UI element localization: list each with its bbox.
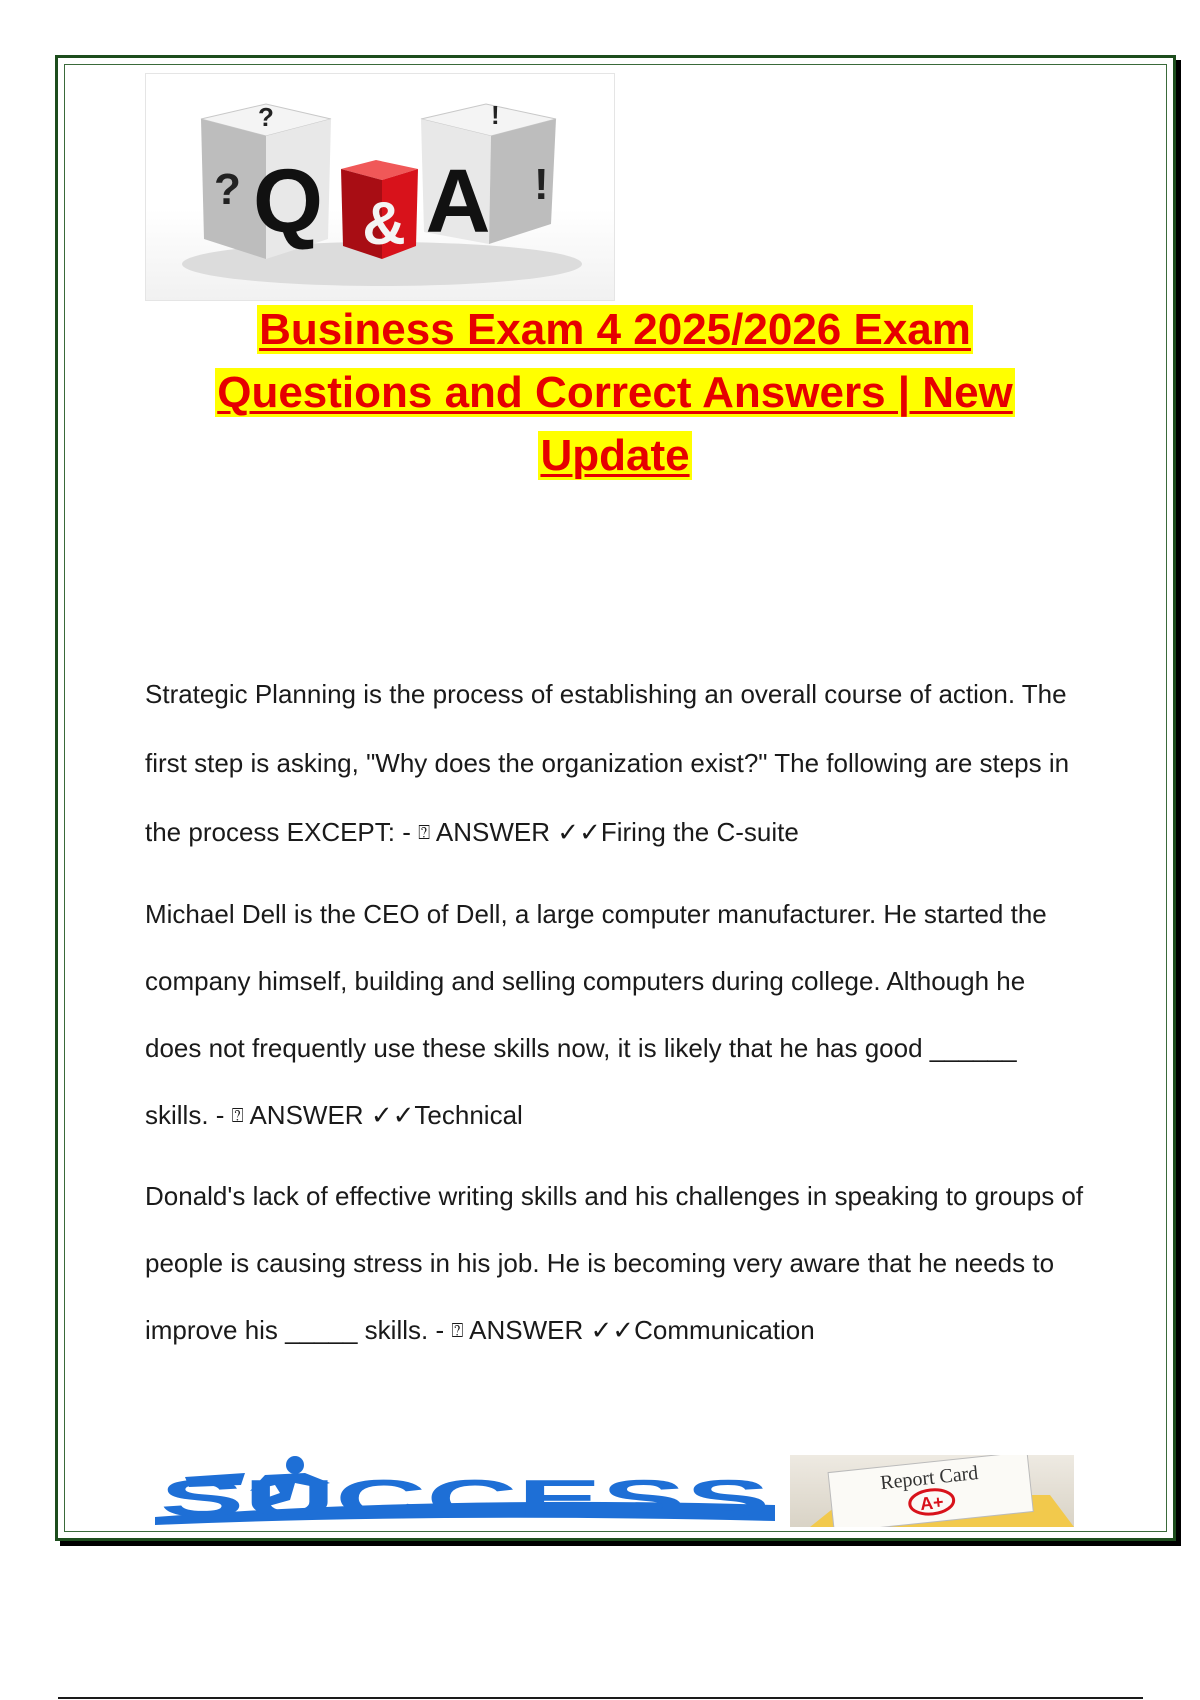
answer-text: Firing the C-suite xyxy=(600,817,799,847)
document-title xyxy=(130,298,1100,487)
check-icon: ✓✓ xyxy=(590,1315,635,1345)
answer-arrow-icon: ⍰ xyxy=(451,1320,464,1342)
question-mark-top: ? xyxy=(258,102,274,132)
a-letter: A xyxy=(425,152,491,252)
question-item xyxy=(145,1163,1085,1365)
ampersand-letter: & xyxy=(362,190,406,257)
exclamation-top: ! xyxy=(491,100,500,130)
question-item xyxy=(145,660,1085,868)
exclamation-side: ! xyxy=(534,160,549,209)
answer-text: Communication xyxy=(634,1315,815,1345)
title-line-2: Questions and Correct Answers | New xyxy=(217,368,1013,417)
question-list xyxy=(145,660,1085,1378)
question-text: Michael Dell is the CEO of Dell, a large computer manufacturer. He started the company himself, building and selling computers during college. Although he does not frequently use these skills now, it is likely that he has good ______ skills. - xyxy=(145,899,1047,1130)
success-logo xyxy=(145,1455,785,1527)
qa-dice-graphic xyxy=(146,74,614,300)
bottom-rule xyxy=(58,1697,1143,1699)
check-icon: ✓✓ xyxy=(370,1100,415,1130)
answer-label: ANSWER xyxy=(249,1100,364,1130)
answer-arrow-icon: ⍰ xyxy=(418,822,431,844)
question-mark-side: ? xyxy=(214,165,241,214)
title-line-3: Update xyxy=(540,431,690,480)
success-logo-graphic xyxy=(145,1455,785,1527)
q-letter: Q xyxy=(252,152,324,252)
answer-text: Technical xyxy=(414,1100,523,1130)
answer-arrow-icon: ⍰ xyxy=(231,1105,244,1127)
q-die xyxy=(201,102,331,259)
answer-label: ANSWER xyxy=(469,1315,584,1345)
title-line-1: Business Exam 4 2025/2026 Exam xyxy=(259,305,971,354)
a-die xyxy=(421,100,556,252)
question-item xyxy=(145,881,1085,1150)
ampersand-die xyxy=(341,160,418,259)
report-card-graphic xyxy=(790,1455,1074,1527)
logo-text: SUCCESS xyxy=(160,1468,771,1527)
answer-label: ANSWER xyxy=(435,817,551,847)
report-card-text: Report Card xyxy=(879,1462,980,1495)
question-text: Donald's lack of effective writing skills and his challenges in speaking to groups of people is causing stress in his job. He is becoming very aware that he needs to improve his _____ skills. - xyxy=(145,1181,1084,1345)
report-card-image xyxy=(790,1455,1074,1527)
question-text: Strategic Planning is the process of establishing an overall course of action. The first step is asking, "Why does the organization exist?" The following are steps in the process EXCEPT: - xyxy=(145,679,1070,847)
qa-dice-image xyxy=(145,73,615,301)
check-icon: ✓✓ xyxy=(557,817,601,847)
grade-text: A+ xyxy=(919,1491,945,1515)
